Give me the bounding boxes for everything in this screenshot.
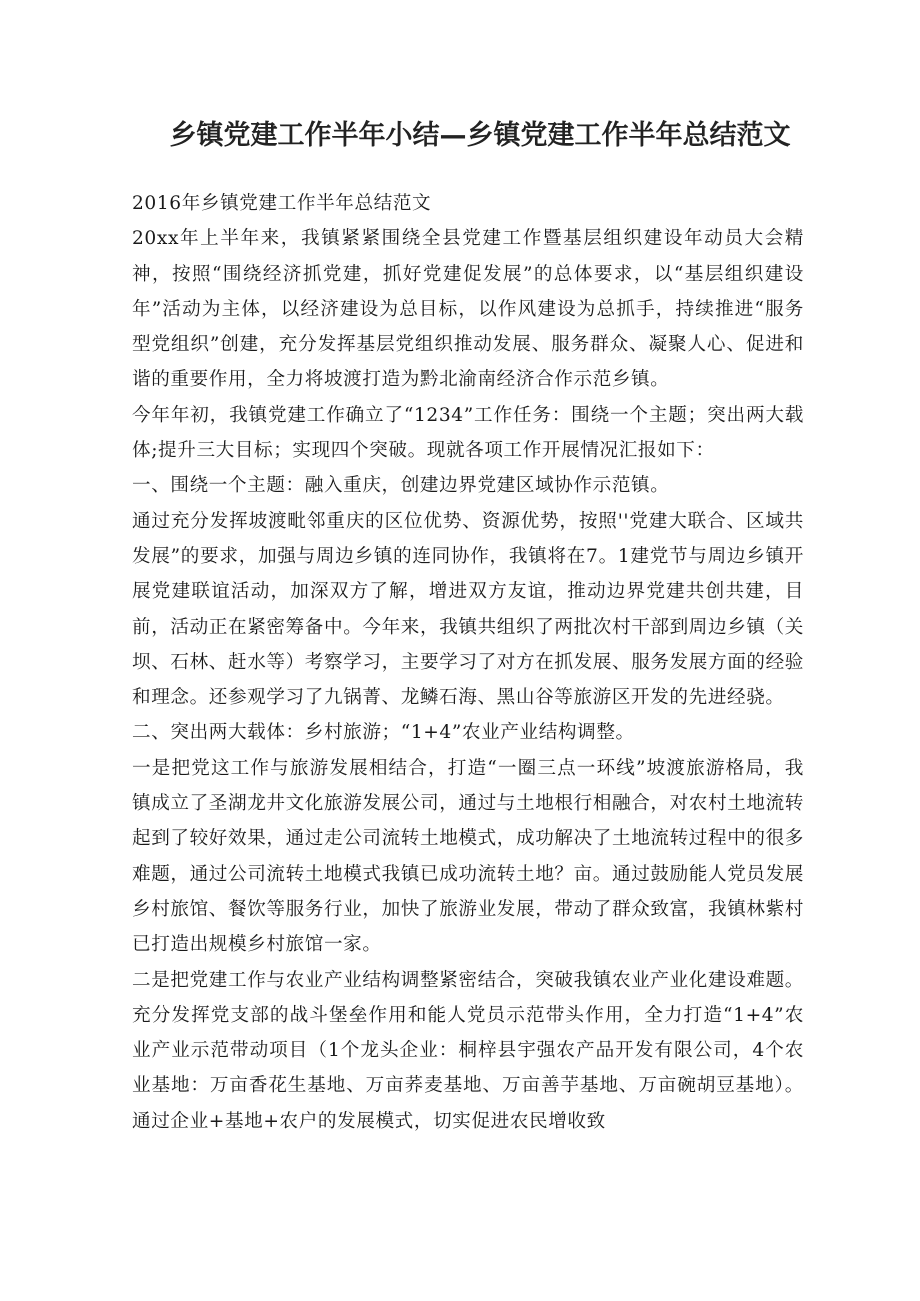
paragraph-subtitle: 2016年乡镇党建工作半年总结范文 xyxy=(132,193,432,214)
document-body xyxy=(132,186,804,1139)
section-heading-1: 一、围绕一个主题：融入重庆，创建边界党建区域协作示范镇。 xyxy=(132,475,670,497)
paragraph-agriculture: 二是把党建工作与农业产业结构调整紧密结合，突破我镇农业产业化建设难题。充分发挥党支部的战斗堡垒作用和能人党员示范带头作用，全力打造“1+4”农业产业示范带动项目（1个龙头企业：桐梓县宇强农产品开发有限公司，4个农业基地：万亩香花生基地、万亩荞麦基地、万亩善芋基地、万亩碗胡豆基地）。通过企业+基地+农户的发展模式，切实促进农民增收致 xyxy=(132,969,804,1132)
section-heading-2: 二、突出两大载体：乡村旅游；“1+4”农业产业结构调整。 xyxy=(132,722,635,744)
paragraph-intro: 20xx年上半年来，我镇紧紧围绕全县党建工作暨基层组织建设年动员大会精神，按照“围绕经济抓党建，抓好党建促发展”的总体要求，以“基层组织建设年”活动为主体，以经济建设为总目标，以作风建设为总抓手，持续推进“服务型党组织”创建，充分发挥基层党组织推动发展、服务群众、凝聚人心、促进和谐的重要作用，全力将坡渡打造为黔北渝南经济合作示范乡镇。 xyxy=(132,228,804,391)
paragraph-tasks: 今年年初，我镇党建工作确立了“1234”工作任务：围绕一个主题；突出两大载体;提升三大目标；实现四个突破。现就各项工作开展情况汇报如下： xyxy=(132,404,804,462)
document-title: 乡镇党建工作半年小结—乡镇党建工作半年总结范文 xyxy=(169,120,791,151)
paragraph-section-1: 通过充分发挥坡渡毗邻重庆的区位优势、资源优势，按照''党建大联合、区域共发展”的要求，加强与周边乡镇的连同协作，我镇将在7。1建党节与周边乡镇开展党建联谊活动，加深双方了解，增进双方友谊，推动边界党建共创共建，目前，活动正在紧密筹备中。今年来，我镇共组织了两批次村干部到周边乡镇（关坝、石林、赶水等）考察学习，主要学习了对方在抓发展、服务发展方面的经验和理念。还参观学习了九锅菁、龙鳞石海、黑山谷等旅游区开发的先进经骁。 xyxy=(132,510,804,709)
paragraph-tourism: 一是把党这工作与旅游发展相结合，打造“一圈三点一环线”坡渡旅游格局，我镇成立了圣湖龙井文化旅游发展公司，通过与土地根行相融合，对农村土地流转起到了较好效果，通过走公司流转土地模式，成功解决了土地流转过程中的很多难题，通过公司流转土地模式我镇已成功流转土地？亩。通过鼓励能人党员发展乡村旅馆、餐饮等服务行业，加快了旅游业发展，带动了群众致富，我镇林紫村已打造出规模乡村旅馆一家。 xyxy=(132,757,804,956)
